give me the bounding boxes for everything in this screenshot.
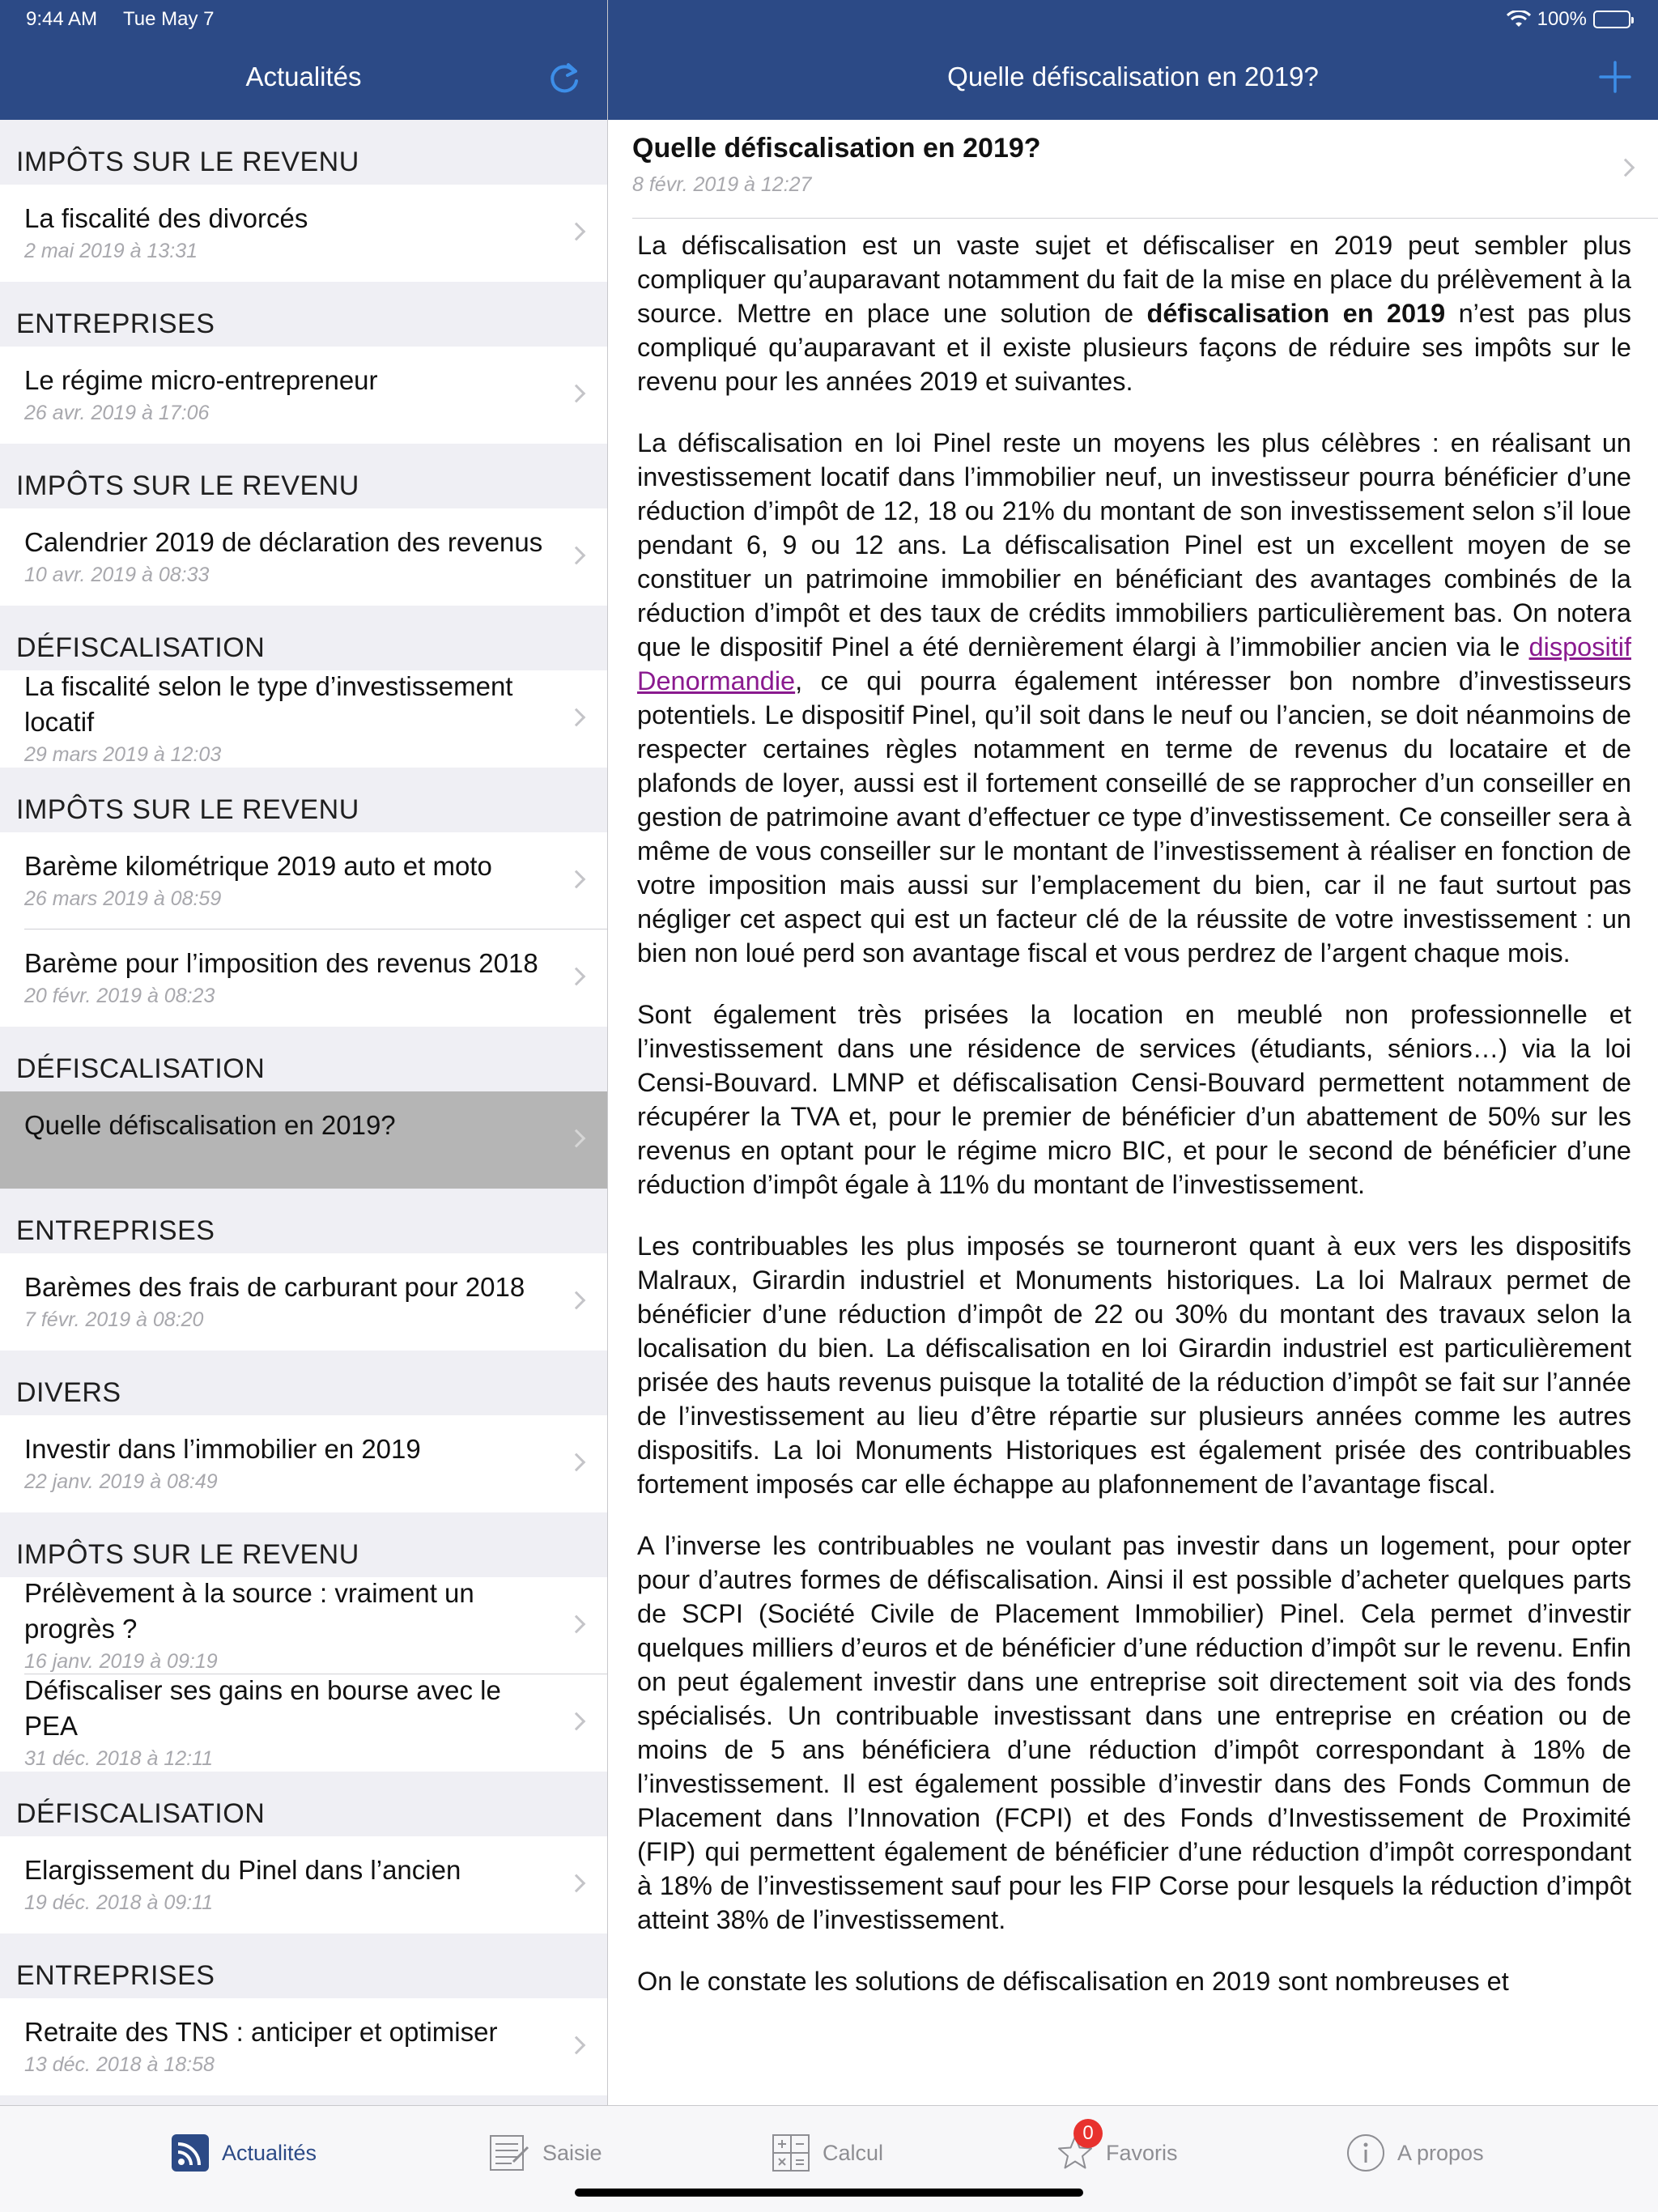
chevron-right-icon — [568, 1129, 586, 1148]
list-item[interactable] — [0, 1836, 607, 1933]
list-item-title: Défiscaliser ses gains en bourse avec le PEA — [24, 1675, 501, 1741]
section-header — [0, 1512, 607, 1577]
list-item-date: 2 mai 2019 à 13:31 — [24, 240, 198, 262]
section-header — [0, 282, 607, 347]
list-item-title: Barèmes des frais de carburant pour 2018 — [24, 1272, 525, 1302]
list-item-title: Barème kilométrique 2019 auto et moto — [24, 851, 492, 881]
tab-label: Saisie — [542, 2140, 602, 2165]
list-item-title: Le régime micro-entrepreneur — [24, 365, 378, 395]
section-header — [0, 1351, 607, 1415]
list-item-title: Quelle défiscalisation en 2019? — [24, 1110, 396, 1140]
chevron-right-icon — [568, 1874, 586, 1893]
favorites-badge: 0 — [1073, 2119, 1103, 2148]
list-item-title: Prélèvement à la source : vraiment un progrès ? — [24, 1578, 474, 1644]
list-item-title: La fiscalité selon le type d’investissement locatif — [24, 671, 513, 737]
chevron-right-icon — [568, 2036, 586, 2055]
detail-nav-title: Quelle défiscalisation en 2019? — [947, 62, 1319, 91]
split-divider — [607, 0, 608, 2105]
chevron-right-icon — [568, 385, 586, 403]
tab-label: Calcul — [823, 2140, 884, 2165]
section-header-label: IMPÔTS SUR LE REVENU — [16, 794, 359, 825]
article-paragraph: Les contribuables les plus imposés se tourneront quant à eux vers les dispositifs Malraux, Girardin industriel et Monuments historiques. La loi Malraux permet de bénéficier d’une réduction d’impôt de 22 ou 30% du montant des travaux selon la localisation du bien. La défiscalisation en loi Girardin industriel est particulièrement prisée des hauts revenus puisque la totalité de la réduction d’impôt se fait sur l’année de l’investissement au lieu d’être répartie sur plusieurs années comme les autres dispositifs. La loi Monuments Historiques est également prisée des contribuables fortement imposés car elle échappe au plafonnement de l’avantage fiscal. — [637, 1231, 1631, 1499]
section-header-label: DÉFISCALISATION — [16, 1053, 266, 1084]
info-icon — [1346, 2133, 1386, 2173]
tab-label: Favoris — [1106, 2140, 1178, 2165]
status-right — [1507, 8, 1630, 31]
chevron-right-icon — [568, 223, 586, 241]
list-item[interactable] — [0, 508, 607, 606]
section-header-label: IMPÔTS SUR LE REVENU — [16, 1539, 359, 1570]
chevron-right-icon — [568, 547, 586, 565]
list-item-date: 13 déc. 2018 à 18:58 — [24, 2053, 215, 2076]
section-header — [0, 1189, 607, 1253]
section-header — [0, 444, 607, 508]
section-header-label: ENTREPRISES — [16, 1215, 215, 1246]
status-date: Tue May 7 — [123, 8, 215, 30]
news-list[interactable] — [0, 120, 607, 2105]
list-item-title: Elargissement du Pinel dans l’ancien — [24, 1855, 461, 1885]
article-bold-text: défiscalisation en 2019 — [1146, 299, 1446, 328]
add-icon[interactable] — [1598, 60, 1632, 94]
list-item[interactable] — [0, 929, 607, 1027]
list-item-date: 10 avr. 2019 à 08:33 — [24, 564, 210, 586]
list-item-date: 29 mars 2019 à 12:03 — [24, 743, 222, 766]
tab-label: Actualités — [222, 2140, 317, 2165]
list-item-date: 16 janv. 2019 à 09:19 — [24, 1650, 218, 1673]
list-item[interactable] — [0, 1674, 607, 1772]
tab-calcul[interactable] — [771, 2130, 883, 2176]
section-header — [0, 1933, 607, 1998]
chevron-right-icon — [568, 1453, 586, 1472]
form-icon — [489, 2133, 531, 2173]
list-item-date: 7 févr. 2019 à 08:20 — [24, 1308, 204, 1331]
article-title: Quelle défiscalisation en 2019? — [632, 133, 1041, 164]
article-detail[interactable] — [608, 120, 1658, 2105]
chevron-right-icon — [568, 968, 586, 986]
status-time: 9:44 AM — [26, 8, 98, 30]
list-item-title: Retraite des TNS : anticiper et optimiser — [24, 2017, 498, 2047]
list-item[interactable] — [0, 1253, 607, 1351]
home-indicator[interactable] — [575, 2189, 1083, 2197]
list-item-title: Investir dans l’immobilier en 2019 — [24, 1434, 421, 1464]
list-item-date: 26 avr. 2019 à 17:06 — [24, 402, 210, 424]
battery-percent: 100% — [1537, 8, 1587, 30]
chevron-right-icon — [1617, 158, 1635, 177]
list-item[interactable] — [0, 1415, 607, 1512]
denormandie-link[interactable]: dispositif Denormandie — [637, 632, 1631, 696]
article-header[interactable] — [632, 120, 1658, 219]
wifi-icon — [1507, 11, 1531, 28]
section-header-label: ENTREPRISES — [16, 308, 215, 339]
section-header-label: DÉFISCALISATION — [16, 632, 266, 663]
status-bar — [0, 0, 1658, 39]
refresh-icon[interactable] — [546, 60, 583, 97]
list-item[interactable] — [0, 1577, 607, 1674]
list-item-date: 20 févr. 2019 à 08:23 — [24, 985, 215, 1007]
chevron-right-icon — [568, 1615, 586, 1634]
master-title: Actualités — [245, 62, 362, 91]
chevron-right-icon — [568, 1712, 586, 1731]
list-item-date: 31 déc. 2018 à 12:11 — [24, 1747, 214, 1770]
list-item-date: 19 déc. 2018 à 09:11 — [24, 1891, 214, 1914]
list-item-title: La fiscalité des divorcés — [24, 203, 308, 233]
list-item-title: Calendrier 2019 de déclaration des revenus — [24, 527, 543, 557]
article-paragraph: La défiscalisation est un vaste sujet et défiscaliser en 2019 peut sembler plus compliquer qu’auparavant notamment du fait de la mise en place du prélèvement à la source. Mettre en place une solution de défiscalisation en 2019 n’est pas plus compliqué qu’auparavant et il existe plusieurs façons de réduire ses impôts sur le revenu pour les années 2019 et suivantes. — [637, 231, 1631, 396]
section-header — [0, 606, 607, 670]
section-header — [0, 120, 607, 185]
list-item-title: Barème pour l’imposition des revenus 2018 — [24, 948, 538, 978]
section-header-label: IMPÔTS SUR LE REVENU — [16, 470, 359, 501]
section-header-label: DIVERS — [16, 1377, 121, 1408]
list-item-selected[interactable] — [0, 1091, 607, 1189]
tab-a-propos[interactable] — [1346, 2130, 1484, 2176]
chevron-right-icon — [568, 1291, 586, 1310]
list-item[interactable] — [0, 185, 607, 282]
article-paragraph: A l’inverse les contribuables ne voulant pas investir dans un logement, pour opter pour d’autres formes de défiscalisation. Ainsi il est possible d’acheter quelques parts de SCPI (Société Civile de Placement Immobilier) Pinel. Cela permet d’investir quelques milliers d’euros et de bénéficier d’une réduction d’impôt sur le revenu. Enfin on peut également investir dans une entreprise soit directement soit via des fonds spécialisés. Un contribuable investissant dans une entreprise en création ou de moins de 5 ans bénéficiera d’une réduction d’impôt correspondant à 18% de l’investissement. Il est également possible d’investir dans des Fonds Commun de Placement dans l’Innovation (FCPI) et des Fonds d’Investissement de Proximité (FIP) qui permettent également de bénéficier d’une réduction d’impôt correspondant à 18% de l’investissement sauf pour les FIP Corse pour lesquels la réduction d’impôt atteint 38% de l’investissement. — [637, 1531, 1631, 1934]
section-header-label: ENTREPRISES — [16, 1960, 215, 1991]
list-item-date: 22 janv. 2019 à 08:49 — [24, 1470, 218, 1493]
section-header — [0, 768, 607, 832]
list-item[interactable] — [0, 670, 607, 768]
article-paragraph: Sont également très prisées la location en meublé non professionnelle et l’investissement dans une résidence de services (étudiants, séniors…) via la loi Censi-Bouvard. LMNP et défiscalisation Censi-Bouvard permettent notamment de récupérer la TVA et, pour le premier de bénéficier d’un abattement de 50% sur les revenus en optant pour le régime micro BIC, et pour le second de bénéficier d’une réduction d’impôt égale à 11% du montant de l’investissement. — [637, 1000, 1631, 1199]
section-header — [0, 1027, 607, 1091]
article-paragraph: On le constate les solutions de défiscalisation en 2019 sont nombreuses et — [637, 1967, 1509, 1996]
tab-favoris[interactable] — [1056, 2122, 1178, 2176]
section-header-label: DÉFISCALISATION — [16, 1798, 266, 1829]
list-item[interactable] — [0, 1998, 607, 2095]
tab-saisie[interactable] — [489, 2130, 602, 2176]
chevron-right-icon — [568, 708, 586, 727]
list-item[interactable] — [0, 832, 607, 929]
article-body — [637, 228, 1631, 2026]
article-paragraph: La défiscalisation en loi Pinel reste un moyens les plus célèbres : en réalisant un investissement locatif dans l’immobilier neuf, un investisseur pourra bénéficier d’une réduction d’impôt de 12, 18 ou 21% du montant de son investissement selon s’il loue pendant 6, 9 ou 12 ans. La défiscalisation Pinel est un excellent moyen de se constituer un patrimoine immobilier en bénéficiant des avantages combinés de la réduction d’impôt et des taux de crédits immobiliers particulièrement bas. On notera que le dispositif Pinel a été dernièrement élargi à l’immobilier ancien via le dispositif Denormandie, ce qui pourra également intéresser bon nombre d’investisseurs potentiels. Le dispositif Pinel, qu’il soit dans le neuf ou l’ancien, se doit néanmoins de respecter certaines règles notamment en terme de revenus du locataire et de plafonds de loyer, aussi est il fortement conseillé de se rapprocher d’un conseiller en gestion de patrimoine avant d’effectuer ce type d’investissement. Ce conseiller sera à même de vous conseiller sur le montant de l’investissement à réaliser en fonction de votre imposition mais aussi sur l’emplacement du bien, car il ne faut surtout pas négliger cet aspect qui est un facteur clé de la réussite de votre investissement : un bien non loué perd son avantage fiscal et vous perdrez de l’argent chaque mois. — [637, 428, 1631, 968]
battery-icon — [1593, 11, 1630, 28]
section-header-label: IMPÔTS SUR LE REVENU — [16, 147, 359, 177]
rss-icon — [170, 2133, 210, 2173]
section-header — [0, 1772, 607, 1836]
tab-actualites[interactable] — [170, 2130, 317, 2176]
chevron-right-icon — [568, 870, 586, 889]
tab-label: A propos — [1397, 2140, 1484, 2165]
list-item-date: 26 mars 2019 à 08:59 — [24, 887, 222, 910]
calculator-icon — [771, 2133, 811, 2173]
list-item[interactable] — [0, 347, 607, 444]
list-footer-spacer — [0, 2095, 607, 2105]
article-date: 8 févr. 2019 à 12:27 — [632, 173, 812, 196]
